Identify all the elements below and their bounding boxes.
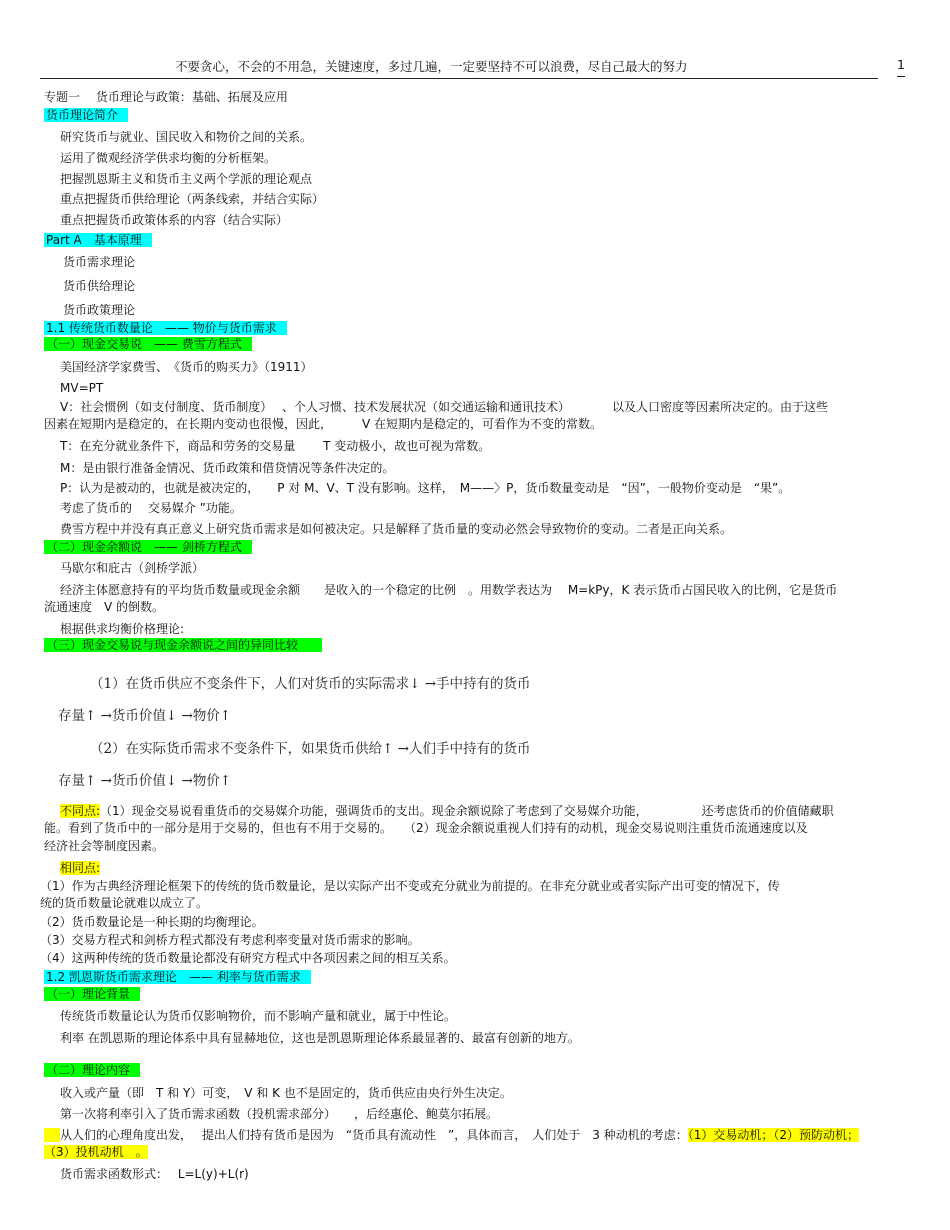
text-line: T：在充分就业条件下，商品和劳务的交易量 T 变动极小，故也可视为常数。 [60,439,491,453]
part-a-heading: Part A 基本原理 [44,233,152,247]
embedded-image [44,660,884,800]
text-line: （1）现金交易说看重货币的交易媒介功能，强调货币的支出。现金余额说除了考虑到了交易媒介功能， 还考虑货币的价值储藏职 [100,804,834,818]
page-number-rule [897,76,905,77]
text-line: 统的货币数量论就难以成立了。 [40,896,209,910]
text-line: 第一次将利率引入了货币需求函数（投机需求部分） ，后经惠伦、鲍莫尔拓展。 [60,1107,499,1121]
section-1-2-heading: 1.2 凯恩斯货币需求理论 —— 利率与货币需求 [44,970,311,984]
text-line: M：是由银行准备金情况、货币政策和借贷情况等条件决定的。 [60,461,395,475]
text-line: （2）货币数量论是一种长期的均衡理论。 [40,915,264,929]
text-line: 因素在短期内是稳定的，在长期内变动也很慢，因此， V 在短期内是稳定的，可看作为不变的常数。 [44,417,603,431]
header-motto: 不要贪心，不会的不用急，关键速度，多过几遍，一定要坚持不可以浪费，尽自己最大的努力 [175,59,688,74]
text-line: 费雪方程中并没有真正意义上研究货币需求是如何被决定。只是解释了货币量的变动必然会导致物价的变动。二者是正向关系。 [60,522,733,536]
text-line: （1）作为古典经济理论框架下的传统的货币数量论，是以实际产出不变或充分就业为前提的。在非充分就业或者实际产出可变的情况下，传 [40,879,780,893]
text-line: 利率 在凯恩斯的理论体系中具有显赫地位，这也是凯恩斯理论体系最显著的、最富有创新的地方。 [60,1031,580,1045]
part-a-item: 货币供给理论 [63,279,136,293]
formula-demand: 货币需求函数形式： L=L(y)+L(r) [60,1167,249,1181]
text-line: 经济主体愿意持有的平均货币数量或现金余额 是收入的一个稳定的比例 。用数学表达为 M=kPy，K 表示货币占国民收入的比例，它是货币 [60,583,838,597]
image-text-line: （2）在实际货币需求不变条件下，如果货币供给↑ →人们手中持有的货币 [90,741,531,757]
text-line: 传统货币数量论认为货币仅影响物价，而不影响产量和就业，属于中性论。 [60,1009,457,1023]
text-line: 根据供求均衡价格理论: [60,622,185,636]
section-1-1-sub3: （三）现金交易说与现金余额说之间的异同比较 [44,638,322,652]
text-line: 从人们的心理角度出发， 提出人们持有货币是因为 “货币具有流动性 ”，具体而言， 人们处于 3 种动机的考虑： [60,1128,688,1142]
section-1-1-sub2: （二）现金余额说 —— 剑桥方程式 [44,540,252,554]
image-text-line: （1）在货币供应不变条件下，人们对货币的实际需求↓ →手中持有的货币 [90,676,531,692]
intro-item: 重点把握货币供给理论（两条线索，并结合实际） [60,192,325,206]
text-line: 流通速度 V 的倒数。 [44,600,165,614]
text-line: 收入或产量（即 T 和 Y）可变， V 和 K 也不是固定的，货币供应由央行外生决定。 [60,1086,512,1100]
intro-item: 研究货币与就业、国民收入和物价之间的关系。 [60,130,313,144]
image-text-line: 存量↑ →货币价值↓ →物价↑ [58,708,232,724]
section-1-2-sub2: （二）理论内容 [44,1063,140,1077]
part-a-item: 货币政策理论 [63,303,136,317]
text-line: （4）这两种传统的货币数量论都没有研究方程式中各项因素之间的相互关系。 [40,951,456,965]
section-1-1-heading: 1.1 传统货币数量论 —— 物价与货币需求 [44,321,287,335]
header-rule [40,78,878,79]
section-1-2-sub1: （一）理论背景 [44,987,140,1001]
document-title: 专题一 货币理论与政策：基础、拓展及应用 [44,90,288,104]
part-a-item: 货币需求理论 [63,255,136,269]
motives-highlight: （1）交易动机；（2）预防动机； [687,1128,859,1142]
text-line: 经济社会等制度因素。 [44,839,165,853]
text-line: P：认为是被动的，也就是被决定的， P 对 M、V、T 没有影响。这样， M——〉P，货币数量变动是 “因”，一般物价变动是 “果”。 [60,481,791,495]
text-line: V：社会惯例（如支付制度、货币制度） 、个人习惯、技术发展状况（如交通运输和通讯技术） 以及人口密度等因素所决定的。由于这些 [60,400,829,414]
intro-heading: 货币理论简介 [44,108,128,122]
intro-item: 把握凯恩斯主义和货币主义两个学派的理论观点 [60,172,313,186]
formula-mv-pt: MV=PT [60,381,104,395]
text-line: 考虑了货币的 交易媒介 ”功能。 [60,501,242,515]
page-number: 1 [897,57,905,72]
same-label: 相同点: [60,861,101,875]
text-line: 能。看到了货币中的一部分是用于交易的，但也有不用于交易的。 （2）现金余额说重视人们持有的动机，现金交易说则注重货币流通速度以及 [44,821,808,835]
diff-label: 不同点: [60,804,101,818]
intro-item: 重点把握货币政策体系的内容（结合实际） [60,213,289,227]
motives-highlight: （3）投机动机 。 [44,1145,148,1159]
text-line: 马歇尔和庇古（剑桥学派） [60,561,205,575]
text-line: （3）交易方程式和剑桥方程式都没有考虑利率变量对货币需求的影响。 [40,933,420,947]
image-text-line: 存量↑ →货币价值↓ →物价↑ [58,773,232,789]
text-line: 美国经济学家费雪、 《货币的购买力》（1911） [60,360,313,374]
section-1-1-sub1: （一）现金交易说 —— 费雪方程式 [44,337,252,351]
intro-item: 运用了微观经济学供求均衡的分析框架。 [60,151,277,165]
